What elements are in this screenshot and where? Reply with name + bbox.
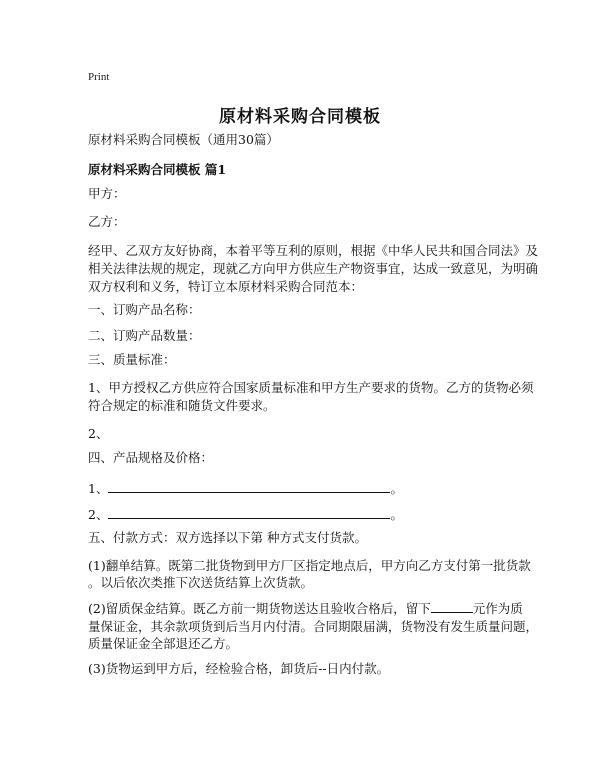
intro-line-3: 双方权利和义务，特订立本原材料采购合同范本： [88,279,364,294]
item-product-name: 一、订购产品名称： [88,302,201,317]
payment-2-line-1-b: 元作为质 [472,601,523,616]
payment-2-line-1 [88,599,524,618]
party-a-label: 甲方： [88,186,126,201]
spec-row-2-prefix: 2、 [88,507,109,522]
spec-row-2 [88,505,524,524]
item-spec-price: 四、产品规格及价格： [88,450,214,465]
spec-row-1-suffix: 。 [390,481,403,496]
payment-2-line-1-a: (2)留质保金结算。既乙方前一期货物送达且验收合格后，留下 [88,601,431,616]
quality-line-1: 1、甲方授权乙方供应符合国家质量标准和甲方生产要求的货物。乙方的货物必须 [88,380,534,395]
item-payment-method: 五、付款方式：双方选择以下第 种方式支付货款。 [88,530,367,545]
intro-line-1: 经甲、乙双方友好协商，本着平等互利的原则，根据《中华人民共和国合同法》及 [88,243,539,258]
payment-2-line-2: 量保证金，其余款项货到后当月内付清。合同期限届满，货物没有发生质量问题， [88,619,539,634]
payment-1-line-2: 。以后依次类推下次送货结算上次货款。 [88,575,314,590]
item-product-quantity: 二、订购产品数量： [88,328,201,343]
section-title: 原材料采购合同模板 篇1 [88,162,227,177]
payment-3: (3)货物运到甲方后，经检验合格，卸货后--日内付款。 [88,661,390,676]
quality-line-2: 符合规定的标准和随货文件要求。 [88,398,276,413]
intro-line-2: 相关法律法规的规定，现就乙方向甲方供应生产物资事宜，达成一致意见，为明确 [88,261,539,276]
spec-row-2-blank[interactable] [108,506,390,519]
payment-1-line-1: (1)翻单结算。既第二批货物到甲方厂区指定地点后，甲方向乙方支付第一批货款 [88,558,531,573]
document-subtitle: 原材料采购合同模板（通用30篇） [88,132,279,147]
spec-row-1-blank[interactable] [108,480,390,493]
spec-row-1-prefix: 1、 [88,481,109,496]
print-label[interactable]: Print [88,71,110,83]
spec-row-2-suffix: 。 [390,507,403,522]
party-b-label: 乙方： [88,214,126,229]
item-quality-standard: 三、质量标准： [88,352,176,367]
document-title: 原材料采购合同模板 [219,107,381,127]
payment-2-line-3: 质量保证金全部退还乙方。 [88,636,239,651]
quality-item-2: 2、 [88,426,109,441]
deposit-amount-blank[interactable] [431,600,473,613]
spec-row-1 [88,479,524,498]
